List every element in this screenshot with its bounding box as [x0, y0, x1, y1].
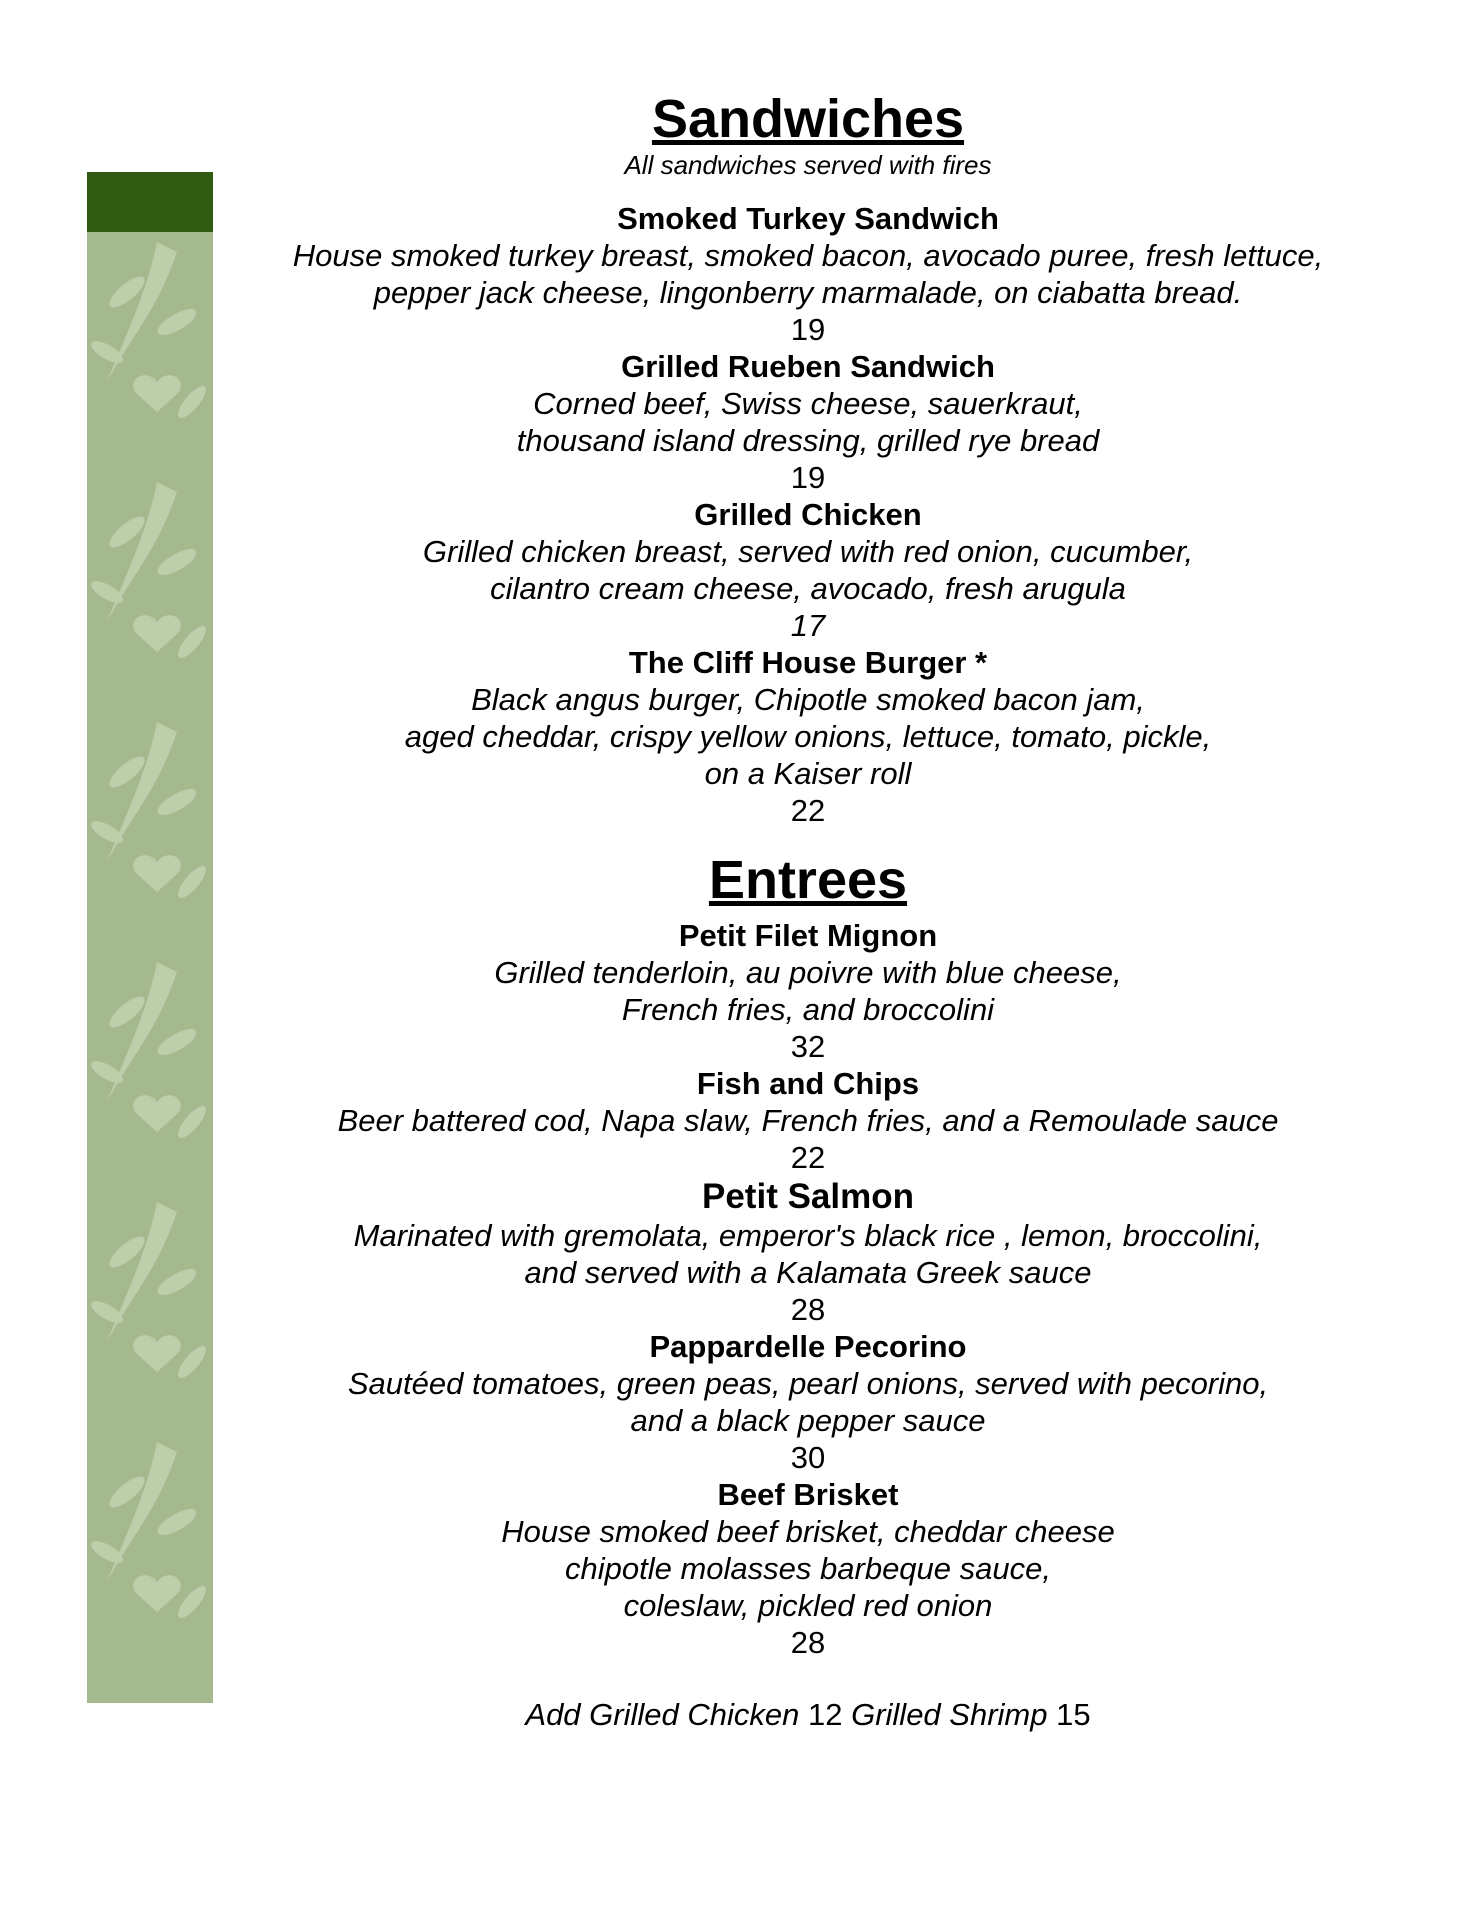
- item-description: Black angus burger, Chipotle smoked bacon jam, aged cheddar, crispy yellow onions, lettuce, tomato, pickle, on a Kaiser roll: [404, 682, 1212, 791]
- item-description: Sautéed tomatoes, green peas, pearl onions, served with pecorino, and a black pepper sauce: [347, 1366, 1269, 1438]
- menu-item: [213, 200, 1403, 348]
- item-name: Pappardelle Pecorino: [649, 1329, 967, 1364]
- addon-chicken-label: Add Grilled Chicken: [525, 1697, 800, 1732]
- menu-item: [213, 917, 1403, 1065]
- sandwiches-note: All sandwiches served with fires: [624, 150, 992, 180]
- menu-item: [213, 644, 1403, 829]
- leaf-pattern-icon: [87, 172, 213, 1703]
- menu-item: [213, 1176, 1403, 1328]
- item-price: 30: [790, 1440, 826, 1475]
- menu-item: [213, 1476, 1403, 1661]
- item-price: 22: [790, 1140, 826, 1175]
- menu-content: [213, 88, 1403, 1764]
- item-price: 19: [790, 460, 826, 495]
- addon-chicken-price: 12: [807, 1697, 843, 1732]
- addons-line: [213, 1696, 1403, 1733]
- item-name: Smoked Turkey Sandwich: [617, 201, 999, 236]
- item-price: 32: [790, 1029, 826, 1064]
- menu-item: [213, 1065, 1403, 1176]
- item-description: House smoked beef brisket, cheddar cheese chipotle molasses barbeque sauce, coleslaw, pickled red onion: [501, 1514, 1115, 1623]
- addon-shrimp-price: 15: [1056, 1697, 1091, 1732]
- item-description: Corned beef, Swiss cheese, sauerkraut, thousand island dressing, grilled rye bread: [516, 386, 1100, 458]
- item-price: 17: [790, 608, 826, 643]
- item-description: Grilled chicken breast, served with red onion, cucumber, cilantro cream cheese, avocado, fresh arugula: [422, 534, 1194, 606]
- item-price: 28: [790, 1292, 826, 1327]
- item-name: Grilled Rueben Sandwich: [621, 349, 995, 384]
- item-name: Petit Salmon: [702, 1177, 914, 1216]
- addon-shrimp-label: Grilled Shrimp: [851, 1697, 1048, 1732]
- item-name: The Cliff House Burger *: [628, 645, 988, 680]
- entrees-title: Entrees: [708, 850, 908, 910]
- sandwiches-title: Sandwiches: [651, 89, 965, 149]
- item-price: 28: [790, 1625, 826, 1660]
- item-name: Grilled Chicken: [694, 497, 922, 532]
- menu-item: [213, 496, 1403, 644]
- item-name: Beef Brisket: [717, 1477, 899, 1512]
- item-price: 19: [790, 312, 826, 347]
- item-description: Marinated with gremolata, emperor's black rice , lemon, broccolini, and served with a Kalamata Greek sauce: [353, 1218, 1263, 1290]
- item-description: Grilled tenderloin, au poivre with blue cheese, French fries, and broccolini: [494, 955, 1122, 1027]
- item-price: 22: [790, 793, 826, 828]
- item-description: House smoked turkey breast, smoked bacon, avocado puree, fresh lettuce, pepper jack cheese, lingonberry marmalade, on ciabatta bread.: [292, 238, 1324, 310]
- menu-item: [213, 348, 1403, 496]
- menu-item: [213, 1328, 1403, 1476]
- decorative-side-panel: [87, 172, 213, 1703]
- item-description: Beer battered cod, Napa slaw, French fries, and a Remoulade sauce: [337, 1103, 1279, 1138]
- item-name: Fish and Chips: [696, 1066, 920, 1101]
- item-name: Petit Filet Mignon: [678, 918, 938, 953]
